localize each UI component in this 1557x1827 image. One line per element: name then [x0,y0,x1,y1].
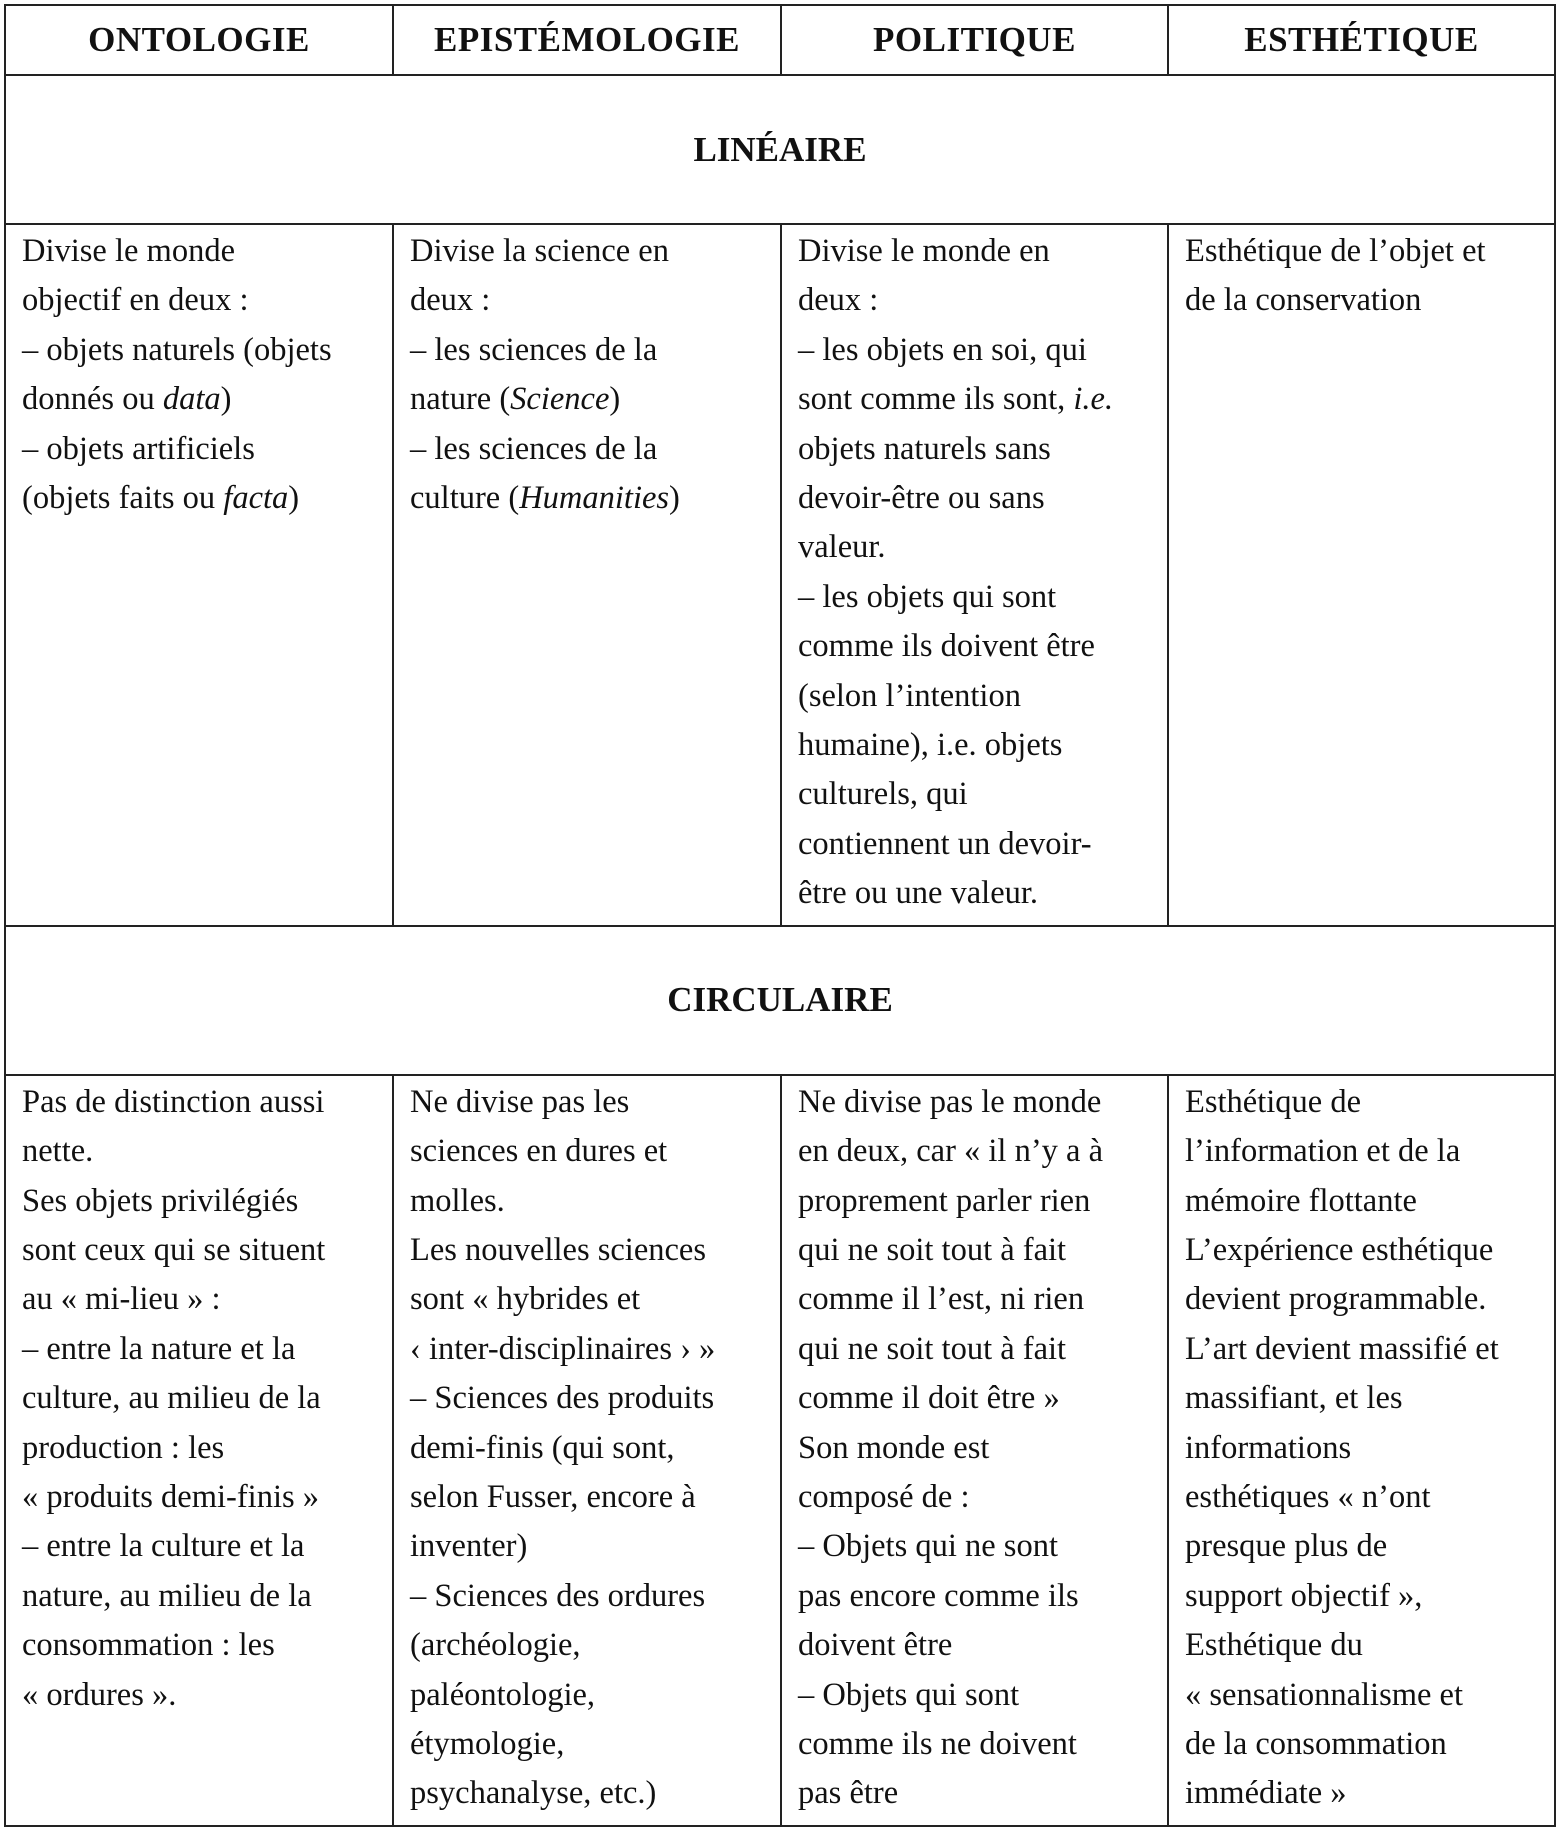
text-run: selon Fusser, encore à [410,1478,696,1515]
cell-line [1185,1720,1546,1769]
cell-line [410,227,772,276]
cell-line [798,276,1159,325]
text-run: nature, au milieu de la [22,1577,312,1614]
cell-line [1185,1177,1546,1226]
text-run: étymologie, [410,1725,565,1762]
cell-line [798,375,1159,424]
cell-line [1185,1226,1546,1275]
text-run: Esthétique de [1185,1083,1361,1120]
cell-line [1185,1769,1546,1818]
text-run: objets naturels sans [798,430,1051,467]
text-run: donnés ou [22,381,163,418]
cell-lineaire-epistemologie [393,224,781,926]
cell-line [1185,1473,1546,1522]
cell-line [410,1769,772,1818]
text-run: l’information et de la [1185,1133,1461,1170]
text-run: valeur. [798,529,886,566]
cell-circulaire-esthetique [1168,1075,1555,1826]
section-row-circulaire [5,926,1555,1075]
text-run: – objets naturels (objets [22,331,332,368]
text-run: comme il doit être » [798,1380,1060,1417]
cell-line [798,1325,1159,1374]
cell-line [798,869,1159,918]
text-run: massifiant, et les [1185,1380,1403,1417]
section-row-lineaire [5,75,1555,224]
text-run: – les sciences de la [410,430,658,467]
section-title-circulaire: CIRCULAIRE [5,926,1555,1075]
cell-line [410,425,772,474]
text-run: de la consommation [1185,1725,1447,1762]
cell-line [410,1374,772,1423]
text-run: culture, au milieu de la [22,1380,321,1417]
cell-line [798,820,1159,869]
cell-line [22,1226,384,1275]
cell-line [798,573,1159,622]
cell-line [798,721,1159,770]
section-title-lineaire: LINÉAIRE [5,75,1555,224]
text-run: L’expérience esthétique [1185,1231,1494,1268]
cell-circulaire-politique [781,1075,1168,1826]
cell-line [410,1621,772,1670]
text-run: immédiate » [1185,1775,1347,1812]
text-run: comme ils doivent être [798,628,1095,665]
text-run: nette. [22,1133,94,1170]
text-run: mémoire flottante [1185,1182,1417,1219]
cell-lineaire-esthetique [1168,224,1555,926]
text-run: de la conservation [1185,282,1422,319]
text-run: sont « hybrides et [410,1281,641,1318]
text-run: Ne divise pas les [410,1083,630,1120]
cell-line [410,375,772,424]
text-run: devoir-être ou sans [798,480,1045,517]
italic-text: i.e. [1073,381,1114,418]
text-run: Ses objets privilégiés [22,1182,299,1219]
cell-line [22,1522,384,1571]
text-run: « ordures ». [22,1676,177,1713]
text-run: devient programmable. [1185,1281,1487,1318]
text-run: ‹ inter-disciplinaires › » [410,1330,716,1367]
text-run: sont ceux qui se situent [22,1231,326,1268]
text-run: – objets artificiels [22,430,255,467]
text-run: culture ( [410,480,520,517]
cell-line [22,425,384,474]
text-run: ) [220,381,232,418]
cell-line [1185,1621,1546,1670]
cell-line [1185,1671,1546,1720]
content-row-lineaire [5,224,1555,926]
cell-line [22,375,384,424]
header-politique: POLITIQUE [781,5,1168,75]
text-run: pas encore comme ils [798,1577,1079,1614]
cell-line [798,1522,1159,1571]
cell-line [22,474,384,523]
cell-lineaire-ontologie [5,224,393,926]
cell-line [410,276,772,325]
italic-text: data [162,381,221,418]
text-run: ) [669,480,680,517]
text-run: – Sciences des ordures [410,1577,706,1614]
text-run: doivent être [798,1627,953,1664]
cell-line [410,1424,772,1473]
cell-line [22,1177,384,1226]
text-run: (archéologie, [410,1627,581,1664]
text-run: en deux, car « il n’y a à [798,1133,1104,1170]
cell-line [22,227,384,276]
cell-line [798,523,1159,572]
cell-line [410,1325,772,1374]
cell-line [798,1078,1159,1127]
cell-line [798,672,1159,721]
text-run: deux : [798,282,879,319]
document-page [4,4,1554,1827]
text-run: Ne divise pas le monde [798,1083,1102,1120]
cell-line [798,1720,1159,1769]
text-run: Divise le monde en [798,233,1050,269]
cell-line [410,1720,772,1769]
text-run: Esthétique du [1185,1627,1363,1664]
text-run: proprement parler rien [798,1182,1091,1219]
cell-line [22,326,384,375]
header-epistemologie: EPISTÉMOLOGIE [393,5,781,75]
cell-line [1185,1522,1546,1571]
text-run: – entre la nature et la [22,1330,296,1367]
cell-line [410,1572,772,1621]
cell-line [410,474,772,523]
cell-line [798,227,1159,276]
text-run: contiennent un devoir- [798,825,1092,862]
cell-line [410,1226,772,1275]
cell-line [798,1473,1159,1522]
cell-circulaire-epistemologie [393,1075,781,1826]
cell-line [410,1127,772,1176]
cell-line [410,1078,772,1127]
cell-line [22,1275,384,1324]
italic-text: facta [223,480,289,517]
cell-line [22,1424,384,1473]
text-run: – Objets qui ne sont [798,1528,1058,1565]
cell-line [1185,1078,1546,1127]
cell-line [410,326,772,375]
cell-lineaire-politique [781,224,1168,926]
text-run: paléontologie, [410,1676,596,1713]
text-run: objectif en deux : [22,282,249,319]
cell-line [798,1424,1159,1473]
cell-line [798,1127,1159,1176]
cell-line [22,1325,384,1374]
header-ontologie: ONTOLOGIE [5,5,393,75]
text-run: – les sciences de la [410,331,658,368]
cell-line [798,474,1159,523]
text-run: esthétiques « n’ont [1185,1478,1431,1515]
text-run: comme il l’est, ni rien [798,1281,1085,1318]
text-run: – les objets en soi, qui [798,331,1087,368]
cell-line [798,1671,1159,1720]
text-run: composé de : [798,1478,970,1515]
text-run: sont comme ils sont, [798,381,1074,418]
text-run: inventer) [410,1528,528,1565]
text-run: comme ils ne doivent [798,1725,1077,1762]
text-run: – les objets qui sont [798,578,1057,615]
cell-line [22,1572,384,1621]
cell-line [1185,1325,1546,1374]
cell-line [410,1671,772,1720]
text-run: ) [288,480,300,517]
cell-line [22,276,384,325]
text-run: humaine), i.e. objets [798,727,1063,764]
text-run: informations [1185,1429,1352,1466]
text-run: Esthétique de l’objet et [1185,233,1486,269]
text-run: Pas de distinction aussi [22,1083,325,1120]
cell-line [1185,276,1546,325]
text-run: support objectif », [1185,1577,1423,1614]
header-row [5,5,1555,75]
cell-line [22,1127,384,1176]
text-run: consommation : les [22,1627,275,1664]
text-run: L’art devient massifié et [1185,1330,1499,1367]
cell-line [798,425,1159,474]
text-run: être ou une valeur. [798,875,1039,912]
text-run: qui ne soit tout à fait [798,1231,1067,1268]
text-run: Les nouvelles sciences [410,1231,707,1268]
content-row-circulaire [5,1075,1555,1826]
text-run: nature ( [410,381,511,418]
text-run: Divise la science en [410,233,669,269]
cell-line [798,1177,1159,1226]
cell-line [22,1671,384,1720]
cell-line [1185,1275,1546,1324]
cell-circulaire-ontologie [5,1075,393,1826]
cell-line [410,1522,772,1571]
cell-line [798,622,1159,671]
text-run: (selon l’intention [798,677,1021,714]
text-run: molles. [410,1182,505,1219]
cell-line [798,1226,1159,1275]
italic-text: Science [510,381,610,418]
cell-line [410,1473,772,1522]
text-run: qui ne soit tout à fait [798,1330,1067,1367]
text-run: production : les [22,1429,225,1466]
text-run: – Objets qui sont [798,1676,1020,1713]
cell-line [798,1374,1159,1423]
text-run: « produits demi-finis » [22,1478,319,1515]
text-run: – entre la culture et la [22,1528,305,1565]
cell-line [1185,1424,1546,1473]
text-run: culturels, qui [798,776,968,813]
cell-line [798,1769,1159,1818]
text-run: Son monde est [798,1429,990,1466]
text-run: demi-finis (qui sont, [410,1429,675,1466]
text-run: Divise le monde [22,233,236,269]
text-run: ) [609,381,621,418]
cell-line [798,1621,1159,1670]
text-run: sciences en dures et [410,1133,668,1170]
text-run: (objets faits ou [22,480,224,517]
italic-text: Humanities [519,480,670,517]
text-run: presque plus de [1185,1528,1388,1565]
cell-line [1185,1127,1546,1176]
header-esthetique: ESTHÉTIQUE [1168,5,1555,75]
cell-line [1185,227,1546,276]
text-run: pas être [798,1775,899,1812]
text-run: « sensationnalisme et [1185,1676,1463,1713]
comparison-table [4,4,1556,1827]
cell-line [22,1078,384,1127]
text-run: au « mi-lieu » : [22,1281,221,1318]
cell-line [22,1621,384,1670]
cell-line [1185,1374,1546,1423]
cell-line [798,1275,1159,1324]
cell-line [798,1572,1159,1621]
cell-line [410,1177,772,1226]
cell-line [1185,1572,1546,1621]
text-run: deux : [410,282,491,319]
cell-line [410,1275,772,1324]
cell-line [798,326,1159,375]
text-run: psychanalyse, etc.) [410,1775,657,1812]
cell-line [22,1374,384,1423]
text-run: – Sciences des produits [410,1380,715,1417]
cell-line [798,770,1159,819]
cell-line [22,1473,384,1522]
